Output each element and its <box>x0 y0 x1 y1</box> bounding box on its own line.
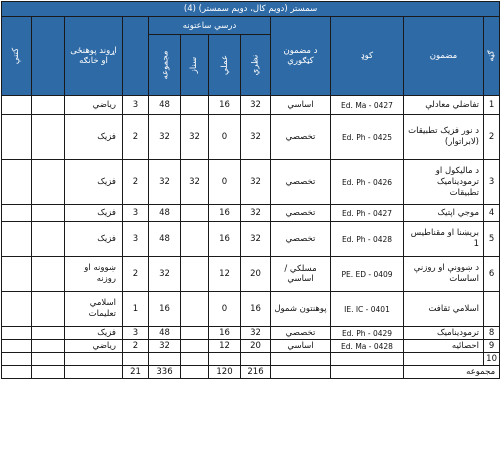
cell-practical <box>209 353 241 366</box>
cell-prereq: ښوونه او روزنه <box>65 257 123 292</box>
cell-no: 5 <box>484 222 500 257</box>
cell-theory: 32 <box>241 96 271 115</box>
table-row <box>2 257 500 292</box>
total-seminar <box>181 366 209 379</box>
header-theory-label: نظري <box>250 54 261 76</box>
header-subject-label: مضمون <box>429 51 458 61</box>
cell-total: 32 <box>149 257 181 292</box>
cell-no: 2 <box>484 115 500 160</box>
header-category <box>271 17 331 96</box>
cell-category: تخصصي <box>271 327 331 340</box>
cell-code: Ed. Ph - 0429 <box>331 327 404 340</box>
cell-note <box>2 327 32 340</box>
cell-subject: احصائیه <box>404 340 484 353</box>
cell-code: Ed. Ph - 0427 <box>331 205 404 222</box>
cell-practical: 0 <box>209 292 241 327</box>
header-practical-label: عملي <box>219 55 230 76</box>
cell-credits: 1 <box>123 292 149 327</box>
cell-code: Ed. Ma - 0428 <box>331 340 404 353</box>
header-practical <box>209 35 241 96</box>
cell-subject: موجي اپتیک <box>404 205 484 222</box>
cell-practical: 12 <box>209 257 241 292</box>
cell-seminar: 32 <box>181 160 209 205</box>
total-category <box>271 366 331 379</box>
cell-no: 9 <box>484 340 500 353</box>
cell-category: اساسي <box>271 340 331 353</box>
cell-no: 1 <box>484 96 500 115</box>
cell-theory: 20 <box>241 257 271 292</box>
table-row <box>2 160 500 205</box>
cell-code: PE. ED - 0409 <box>331 257 404 292</box>
cell-no <box>484 292 500 327</box>
cell-exam <box>32 115 65 160</box>
cell-subject: د نور فزیک تطبیقات (لابراتوار) <box>404 115 484 160</box>
cell-credits: 3 <box>123 205 149 222</box>
table-row <box>2 222 500 257</box>
header-no-label: ګڼه <box>486 50 497 62</box>
semester-table-container <box>1 1 499 459</box>
cell-note <box>2 257 32 292</box>
cell-prereq: فزیک <box>65 222 123 257</box>
cell-practical: 16 <box>209 327 241 340</box>
cell-theory: 16 <box>241 292 271 327</box>
table-row <box>2 115 500 160</box>
cell-total: 16 <box>149 292 181 327</box>
cell-theory: 32 <box>241 205 271 222</box>
cell-note <box>2 115 32 160</box>
cell-practical: 0 <box>209 115 241 160</box>
cell-total: 48 <box>149 205 181 222</box>
cell-theory: 32 <box>241 222 271 257</box>
cell-credits: 2 <box>123 115 149 160</box>
header-credits <box>123 17 149 96</box>
cell-subject: ترمودینامیک <box>404 327 484 340</box>
cell-exam <box>32 257 65 292</box>
header-seminar <box>181 35 209 96</box>
cell-note <box>2 96 32 115</box>
cell-no: 4 <box>484 205 500 222</box>
cell-theory: 32 <box>241 160 271 205</box>
header-hours-group: درسي ساعتونه <box>149 17 271 35</box>
cell-seminar <box>181 327 209 340</box>
cell-code: Ed. Ph - 0426 <box>331 160 404 205</box>
cell-exam <box>32 353 65 366</box>
header-total <box>149 35 181 96</box>
table-row <box>2 340 500 353</box>
cell-total: 32 <box>149 340 181 353</box>
cell-practical: 16 <box>209 96 241 115</box>
total-theory: 216 <box>241 366 271 379</box>
cell-note <box>2 292 32 327</box>
header-exam <box>32 17 65 96</box>
header-seminar-label: سناز <box>189 56 200 74</box>
cell-total: 32 <box>149 115 181 160</box>
cell-seminar <box>181 205 209 222</box>
cell-category: پوهنتون شمول <box>271 292 331 327</box>
cell-seminar <box>181 96 209 115</box>
header-code-label: کوډ <box>360 51 374 61</box>
cell-prereq: فزیک <box>65 205 123 222</box>
cell-theory: 32 <box>241 115 271 160</box>
cell-practical: 16 <box>209 222 241 257</box>
cell-credits: 3 <box>123 327 149 340</box>
total-exam <box>32 366 65 379</box>
cell-category: تخصصي <box>271 115 331 160</box>
table-row <box>2 353 500 366</box>
totals-label: مجموعه <box>404 366 500 379</box>
cell-exam <box>32 96 65 115</box>
cell-exam <box>32 205 65 222</box>
cell-category <box>271 353 331 366</box>
cell-seminar <box>181 292 209 327</box>
cell-exam <box>32 222 65 257</box>
cell-credits: 3 <box>123 222 149 257</box>
cell-subject: د ښوونې او روزنې اساسات <box>404 257 484 292</box>
cell-total <box>149 353 181 366</box>
header-theory <box>241 35 271 96</box>
cell-seminar <box>181 222 209 257</box>
cell-prereq: فزیک <box>65 327 123 340</box>
cell-total: 48 <box>149 96 181 115</box>
cell-prereq: اسلامي تعلیمات <box>65 292 123 327</box>
table-row <box>2 205 500 222</box>
cell-theory: 20 <box>241 340 271 353</box>
total-code <box>331 366 404 379</box>
cell-credits: 3 <box>123 96 149 115</box>
cell-seminar <box>181 340 209 353</box>
cell-category: اساسي <box>271 96 331 115</box>
totals-row <box>2 366 500 379</box>
cell-code: Ed. Ph - 0428 <box>331 222 404 257</box>
header-total-label: مجموعه <box>160 50 171 80</box>
cell-credits <box>123 353 149 366</box>
cell-note <box>2 340 32 353</box>
cell-prereq: رياضي <box>65 96 123 115</box>
cell-code: Ed. Ph - 0425 <box>331 115 404 160</box>
total-hours: 336 <box>149 366 181 379</box>
cell-seminar: 32 <box>181 115 209 160</box>
header-code <box>331 17 404 96</box>
semester-course-table <box>1 1 500 379</box>
cell-no: 8 <box>484 327 500 340</box>
cell-seminar <box>181 257 209 292</box>
cell-subject <box>404 353 484 366</box>
cell-subject: تفاضلي معادلې <box>404 96 484 115</box>
cell-subject: اسلامي ثقافت <box>404 292 484 327</box>
cell-exam <box>32 340 65 353</box>
table-row <box>2 96 500 115</box>
cell-practical: 0 <box>209 160 241 205</box>
cell-code <box>331 353 404 366</box>
cell-code: Ed. Ma - 0427 <box>331 96 404 115</box>
total-practical: 120 <box>209 366 241 379</box>
cell-exam <box>32 292 65 327</box>
cell-note <box>2 353 32 366</box>
header-note <box>2 17 32 96</box>
cell-total: 48 <box>149 327 181 340</box>
cell-note <box>2 222 32 257</box>
cell-prereq: فزیک <box>65 115 123 160</box>
cell-no: 10 <box>484 353 500 366</box>
cell-credits: 2 <box>123 160 149 205</box>
cell-category: مسلکي / اساسي <box>271 257 331 292</box>
total-note <box>2 366 32 379</box>
cell-prereq <box>65 353 123 366</box>
header-category-label: د مضمون کټګوري <box>283 46 318 66</box>
cell-exam <box>32 327 65 340</box>
cell-total: 48 <box>149 222 181 257</box>
cell-category: تخصصي <box>271 222 331 257</box>
table-row <box>2 292 500 327</box>
header-subject <box>404 17 484 96</box>
cell-note <box>2 205 32 222</box>
cell-category: تخصصي <box>271 205 331 222</box>
total-prereq <box>65 366 123 379</box>
cell-no: 3 <box>484 160 500 205</box>
total-credits: 21 <box>123 366 149 379</box>
cell-no: 6 <box>484 257 500 292</box>
cell-prereq: فزیک <box>65 160 123 205</box>
cell-practical: 12 <box>209 340 241 353</box>
cell-subject: بریښنا او مقناطیس 1 <box>404 222 484 257</box>
cell-code: IE. IC - 0401 <box>331 292 404 327</box>
cell-seminar <box>181 353 209 366</box>
table-row <box>2 327 500 340</box>
cell-note <box>2 160 32 205</box>
cell-credits: 2 <box>123 340 149 353</box>
cell-credits: 2 <box>123 257 149 292</box>
cell-category: تخصصي <box>271 160 331 205</box>
cell-theory: 32 <box>241 327 271 340</box>
header-prereq <box>65 17 123 96</box>
cell-prereq: رياضي <box>65 340 123 353</box>
semester-banner: (4) سمستر (دویم کال، دویم سمستر) <box>2 2 500 17</box>
cell-total: 32 <box>149 160 181 205</box>
cell-subject: د مالیکول او ترمودینامیک تطبیقات <box>404 160 484 205</box>
cell-exam <box>32 160 65 205</box>
header-prereq-label: اړوند پوهنځی او خانګه <box>70 46 117 66</box>
cell-theory <box>241 353 271 366</box>
header-no <box>484 17 500 96</box>
cell-practical: 16 <box>209 205 241 222</box>
header-note-label: کتنې <box>11 47 22 65</box>
